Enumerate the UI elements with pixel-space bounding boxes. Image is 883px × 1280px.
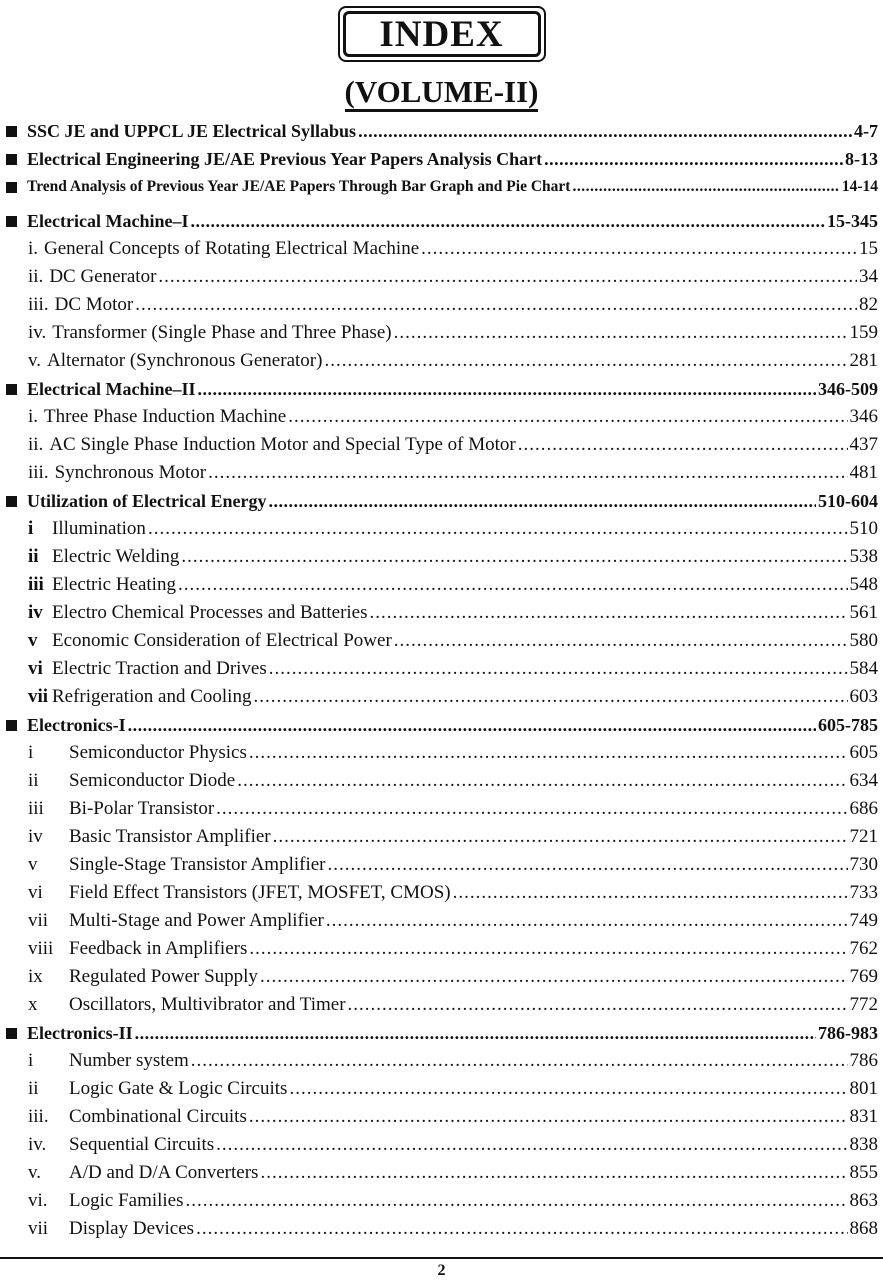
- toc-page-number: 34: [859, 266, 878, 287]
- toc-entry-title: Synchronous Motor: [54, 462, 207, 483]
- dot-leader: [273, 823, 848, 851]
- toc-entry-row: [6, 627, 878, 655]
- dot-leader: [269, 655, 848, 683]
- toc-entry-title: Economic Consideration of Electrical Power: [52, 630, 392, 651]
- toc-entry-title: Oscillators, Multivibrator and Timer: [69, 994, 346, 1015]
- toc-entry-row: [6, 851, 878, 879]
- toc-page-number: 686: [849, 798, 878, 819]
- toc-entry-row: [6, 543, 878, 571]
- toc-page-number: 15-345: [827, 211, 878, 231]
- dot-leader: [158, 263, 857, 291]
- table-of-contents: [6, 117, 878, 1243]
- square-bullet-icon: [6, 126, 17, 137]
- dot-leader: [216, 795, 847, 823]
- dot-leader: [421, 235, 857, 263]
- page-title: INDEX: [343, 11, 541, 57]
- toc-entry-number: i: [28, 742, 34, 763]
- toc-entry-number: i: [28, 518, 34, 539]
- toc-entry-number: iii: [28, 574, 44, 595]
- toc-section-title: Electronics-II: [27, 1023, 133, 1043]
- toc-page-number: 580: [849, 630, 878, 651]
- dot-leader: [237, 767, 847, 795]
- dot-leader: [268, 487, 816, 515]
- toc-entry-number: iv.: [28, 322, 47, 343]
- toc-entry-row: [6, 655, 878, 683]
- toc-entry-number: ix: [28, 966, 43, 987]
- toc-section-row: [6, 117, 878, 145]
- toc-entry-title: Semiconductor Physics: [69, 742, 247, 763]
- toc-page-number: 749: [849, 910, 878, 931]
- toc-page-number: 346: [849, 406, 878, 427]
- toc-entry-title: Three Phase Induction Machine: [44, 406, 287, 427]
- toc-entry-title: Electric Heating: [52, 574, 176, 595]
- square-bullet-icon: [6, 154, 17, 165]
- dot-leader: [358, 117, 852, 145]
- toc-entry-row: [6, 1103, 878, 1131]
- toc-entry-row: [6, 879, 878, 907]
- toc-entry-row: [6, 319, 878, 347]
- toc-page-number: 548: [849, 574, 878, 595]
- toc-section-row: [6, 207, 878, 235]
- toc-entry-number: vii: [28, 1218, 49, 1239]
- toc-page-number: 481: [849, 462, 878, 483]
- dot-leader: [260, 1159, 847, 1187]
- toc-page-number: 772: [849, 994, 878, 1015]
- toc-page-number: 14-14: [841, 178, 878, 195]
- toc-entry-number: iii.: [28, 294, 49, 315]
- toc-entry-number: i.: [28, 406, 39, 427]
- toc-entry-title: Logic Gate & Logic Circuits: [69, 1078, 288, 1099]
- dot-leader: [328, 851, 848, 879]
- toc-entry-number: ii.: [28, 266, 44, 287]
- dot-leader: [348, 991, 848, 1019]
- toc-entry-title: Feedback in Amplifiers: [69, 938, 248, 959]
- dot-leader: [148, 515, 848, 543]
- toc-entry-title: Single-Stage Transistor Amplifier: [69, 854, 326, 875]
- toc-page-number: 634: [849, 770, 878, 791]
- toc-entry-number: vii: [28, 910, 49, 931]
- toc-entry-title: Alternator (Synchronous Generator): [47, 350, 323, 371]
- toc-section-title: Electronics-I: [27, 715, 126, 735]
- toc-section-title: SSC JE and UPPCL JE Electrical Syllabus: [27, 121, 357, 141]
- toc-entry-row: [6, 935, 878, 963]
- toc-entry-row: [6, 739, 878, 767]
- square-bullet-icon: [6, 216, 17, 227]
- toc-entry-title: Field Effect Transistors (JFET, MOSFET, CMOS): [69, 882, 451, 903]
- toc-entry-number: iv.: [28, 1134, 47, 1155]
- toc-entry-row: [6, 1047, 878, 1075]
- toc-section-title: Electrical Machine–I: [27, 211, 189, 231]
- toc-section-row: [6, 145, 878, 173]
- toc-page-number: 831: [849, 1106, 878, 1127]
- toc-entry-row: [6, 515, 878, 543]
- toc-page-number: 584: [849, 658, 878, 679]
- toc-page-number: 769: [849, 966, 878, 987]
- toc-page-number: 561: [849, 602, 878, 623]
- toc-entry-number: v: [28, 630, 38, 651]
- toc-entry-title: Sequential Circuits: [69, 1134, 215, 1155]
- toc-page-number: 510: [849, 518, 878, 539]
- toc-entry-number: v.: [28, 350, 42, 371]
- toc-entry-number: ii.: [28, 434, 44, 455]
- toc-entry-number: vii: [28, 686, 49, 707]
- toc-section-row: [6, 487, 878, 515]
- toc-page-number: 863: [849, 1190, 878, 1211]
- toc-entry-row: [6, 599, 878, 627]
- toc-entry-title: Electric Traction and Drives: [52, 658, 267, 679]
- dot-leader: [453, 879, 848, 907]
- toc-page-number: 605-785: [818, 715, 878, 735]
- toc-entry-row: [6, 907, 878, 935]
- title-frame: [0, 6, 883, 62]
- toc-page-number: 281: [849, 350, 878, 371]
- toc-page-number: 346-509: [818, 379, 878, 399]
- toc-entry-title: Refrigeration and Cooling: [52, 686, 252, 707]
- square-bullet-icon: [6, 182, 17, 193]
- toc-section-row: [6, 173, 878, 201]
- toc-entry-title: Transformer (Single Phase and Three Phase): [52, 322, 392, 343]
- footer-divider: [0, 1257, 883, 1259]
- toc-page-number: 82: [859, 294, 878, 315]
- page-number: 2: [437, 1262, 446, 1279]
- toc-entry-row: [6, 291, 878, 319]
- toc-entry-title: Bi-Polar Transistor: [69, 798, 215, 819]
- toc-entry-title: Regulated Power Supply: [69, 966, 258, 987]
- toc-entry-number: iv: [28, 602, 43, 623]
- dot-leader: [178, 571, 848, 599]
- square-bullet-icon: [6, 1028, 17, 1039]
- toc-page-number: 733: [849, 882, 878, 903]
- toc-section-row: [6, 375, 878, 403]
- toc-page-number: 801: [849, 1078, 878, 1099]
- toc-entry-row: [6, 1215, 878, 1243]
- toc-entry-number: ii: [28, 1078, 39, 1099]
- toc-entry-title: General Concepts of Rotating Electrical Machine: [44, 238, 420, 259]
- toc-page-number: 603: [849, 686, 878, 707]
- dot-leader: [197, 375, 816, 403]
- toc-entry-title: Combinational Circuits: [69, 1106, 247, 1127]
- toc-entry-number: iv: [28, 826, 43, 847]
- toc-page-number: 730: [849, 854, 878, 875]
- toc-page-number: 762: [849, 938, 878, 959]
- toc-entry-row: [6, 683, 878, 711]
- dot-leader: [370, 599, 848, 627]
- toc-entry-title: AC Single Phase Induction Motor and Special Type of Motor: [49, 434, 516, 455]
- toc-page-number: 437: [849, 434, 878, 455]
- dot-leader: [191, 1047, 848, 1075]
- volume-subtitle-text: (VOLUME-II): [345, 74, 539, 112]
- dot-leader: [572, 173, 839, 201]
- dot-leader: [208, 459, 847, 487]
- dot-leader: [288, 403, 847, 431]
- toc-page-number: 786-983: [818, 1023, 878, 1043]
- toc-entry-row: [6, 347, 878, 375]
- toc-entry-title: Semiconductor Diode: [69, 770, 236, 791]
- toc-page-number: 838: [849, 1134, 878, 1155]
- toc-entry-title: Display Devices: [69, 1218, 195, 1239]
- dot-leader: [253, 683, 847, 711]
- dot-leader: [216, 1131, 847, 1159]
- toc-entry-number: i: [28, 1050, 34, 1071]
- toc-entry-row: [6, 1075, 878, 1103]
- toc-entry-title: Illumination: [52, 518, 146, 539]
- toc-entry-number: i.: [28, 238, 39, 259]
- toc-entry-number: viii: [28, 938, 54, 959]
- toc-entry-row: [6, 235, 878, 263]
- dot-leader: [249, 1103, 848, 1131]
- toc-section-title: Trend Analysis of Previous Year JE/AE Papers Through Bar Graph and Pie Chart: [27, 178, 571, 195]
- toc-section-title: Electrical Engineering JE/AE Previous Year Papers Analysis Chart: [27, 149, 543, 169]
- toc-entry-title: Basic Transistor Amplifier: [69, 826, 271, 847]
- toc-entry-row: [6, 1187, 878, 1215]
- toc-entry-title: DC Generator: [49, 266, 157, 287]
- dot-leader: [324, 347, 847, 375]
- toc-entry-number: iii: [28, 798, 44, 819]
- toc-entry-row: [6, 1131, 878, 1159]
- toc-entry-row: [6, 431, 878, 459]
- toc-page-number: 721: [849, 826, 878, 847]
- toc-entry-title: Electro Chemical Processes and Batteries: [52, 602, 368, 623]
- volume-subtitle: [0, 72, 883, 112]
- dot-leader: [394, 319, 848, 347]
- toc-page-number: 868: [849, 1218, 878, 1239]
- toc-entry-number: v: [28, 854, 38, 875]
- dot-leader: [544, 145, 843, 173]
- toc-entry-row: [6, 263, 878, 291]
- dot-leader: [190, 207, 825, 235]
- toc-entry-row: [6, 767, 878, 795]
- toc-entry-title: A/D and D/A Converters: [69, 1162, 259, 1183]
- toc-entry-row: [6, 991, 878, 1019]
- toc-entry-number: iii.: [28, 462, 49, 483]
- toc-entry-title: Number system: [69, 1050, 189, 1071]
- toc-page-number: 605: [849, 742, 878, 763]
- dot-leader: [135, 1019, 816, 1047]
- toc-entry-row: [6, 795, 878, 823]
- dot-leader: [249, 739, 848, 767]
- toc-entry-title: DC Motor: [54, 294, 134, 315]
- toc-section-title: Utilization of Electrical Energy: [27, 491, 267, 511]
- toc-entry-row: [6, 571, 878, 599]
- toc-page-number: 538: [849, 546, 878, 567]
- dot-leader: [135, 291, 857, 319]
- toc-entry-title: Multi-Stage and Power Amplifier: [69, 910, 324, 931]
- toc-page-number: 855: [849, 1162, 878, 1183]
- dot-leader: [128, 711, 816, 739]
- toc-page-number: 8-13: [845, 149, 878, 169]
- toc-entry-number: vi.: [28, 1190, 48, 1211]
- toc-section-row: [6, 711, 878, 739]
- dot-leader: [289, 1075, 847, 1103]
- toc-entry-title: Logic Families: [69, 1190, 184, 1211]
- dot-leader: [186, 1187, 848, 1215]
- dot-leader: [518, 431, 848, 459]
- square-bullet-icon: [6, 720, 17, 731]
- toc-entry-title: Electric Welding: [52, 546, 180, 567]
- dot-leader: [260, 963, 848, 991]
- dot-leader: [196, 1215, 847, 1243]
- toc-entry-number: ii: [28, 770, 39, 791]
- toc-entry-row: [6, 963, 878, 991]
- toc-page-number: 510-604: [818, 491, 878, 511]
- dot-leader: [249, 935, 847, 963]
- square-bullet-icon: [6, 496, 17, 507]
- toc-page-number: 786: [849, 1050, 878, 1071]
- toc-entry-row: [6, 403, 878, 431]
- toc-section-row: [6, 1019, 878, 1047]
- square-bullet-icon: [6, 384, 17, 395]
- toc-entry-number: x: [28, 994, 38, 1015]
- toc-page-number: 159: [849, 322, 878, 343]
- toc-section-title: Electrical Machine–II: [27, 379, 196, 399]
- toc-entry-row: [6, 823, 878, 851]
- dot-leader: [326, 907, 848, 935]
- toc-entry-number: vi: [28, 658, 43, 679]
- dot-leader: [181, 543, 847, 571]
- dot-leader: [394, 627, 848, 655]
- toc-entry-row: [6, 1159, 878, 1187]
- toc-entry-number: ii: [28, 546, 39, 567]
- toc-entry-number: iii.: [28, 1106, 49, 1127]
- toc-entry-row: [6, 459, 878, 487]
- toc-page-number: 4-7: [854, 121, 878, 141]
- toc-page-number: 15: [859, 238, 878, 259]
- toc-entry-number: v.: [28, 1162, 42, 1183]
- toc-entry-number: vi: [28, 882, 43, 903]
